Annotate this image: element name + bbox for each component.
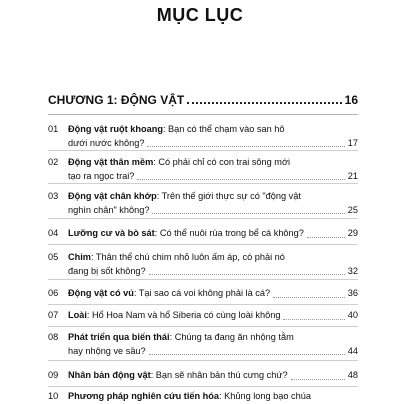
entry-number: 02	[48, 157, 59, 167]
entry-question: : Thân thể chú chim nhỏ luôn ấm áp, có phải nó	[90, 252, 285, 262]
entry-question: : Chúng ta đang ăn nhộng tằm	[169, 332, 294, 342]
entry-page-number: 21	[347, 170, 358, 181]
chapter-page-number: 16	[344, 93, 358, 107]
entry-title: Động vật chân khớp	[68, 191, 157, 201]
entry-question: : Hổ Hoa Nam và hổ Siberia có cùng loài không	[86, 310, 281, 320]
entry-number: 03	[48, 191, 59, 201]
leader-dots	[283, 319, 344, 320]
entry-divider	[48, 304, 358, 305]
entry-page-number: 17	[347, 137, 358, 148]
entry-divider	[48, 326, 358, 327]
entry-number: 04	[48, 228, 59, 238]
entry-title: Động vật ruột khoang	[68, 124, 163, 134]
toc-entry[interactable]	[48, 251, 358, 278]
entry-question-cont: đang bị sốt không?	[68, 265, 146, 276]
toc-entry[interactable]	[48, 227, 358, 241]
entry-question: : Bạn sẽ nhân bản thú cưng chứ?	[150, 370, 288, 380]
entry-question: : Khủng long bạo chúa	[219, 391, 311, 401]
leader-dots	[149, 354, 345, 355]
entry-question: : Có phải chỉ có con trai sông mới	[153, 157, 291, 167]
chapter-heading[interactable]	[48, 93, 358, 107]
leader-dots	[291, 379, 345, 380]
entry-divider	[48, 386, 358, 387]
entry-question: : Bạn có thể chạm vào san hô	[162, 124, 285, 134]
entry-question: : Có thể nuôi rùa trong bể cá không?	[154, 228, 304, 238]
entry-divider	[48, 183, 358, 184]
toc-entry[interactable]	[48, 309, 358, 323]
entry-number: 09	[48, 370, 59, 380]
entry-divider	[48, 279, 358, 280]
toc-entry[interactable]	[48, 123, 358, 150]
entry-page-number: 44	[347, 345, 358, 356]
entry-title: Phát triển qua biến thái	[68, 332, 170, 342]
leader-dots	[149, 274, 345, 275]
entry-question-cont: dưới nước không?	[68, 137, 145, 148]
leader-dots	[137, 179, 344, 180]
toc-entry[interactable]	[48, 390, 358, 404]
entry-question: : Tại sao cá voi không phải là cá?	[133, 288, 271, 298]
chapter-divider	[48, 114, 358, 115]
chapter-leader-dots	[187, 102, 341, 104]
entry-title: Động vật thân mềm	[68, 157, 154, 167]
entry-number: 08	[48, 332, 59, 342]
entry-page-number: 40	[347, 310, 358, 320]
entry-divider	[48, 244, 358, 245]
entry-divider	[48, 360, 358, 361]
entry-divider	[48, 218, 358, 219]
entry-question-cont: hay nhộng ve sầu?	[68, 345, 146, 356]
leader-dots	[152, 213, 344, 214]
toc-entry[interactable]	[48, 369, 358, 383]
leader-dots	[273, 297, 345, 298]
entry-page-number: 32	[347, 265, 358, 276]
page-title: MỤC LỤC	[156, 5, 244, 25]
entry-page-number: 25	[347, 204, 358, 215]
toc-entry[interactable]	[48, 331, 358, 358]
entry-title: Chim	[68, 252, 91, 262]
entry-title: Nhân bản động vật	[68, 370, 151, 380]
leader-dots	[307, 237, 345, 238]
entry-number: 10	[48, 391, 59, 401]
entry-title: Động vật có vú	[68, 288, 134, 298]
leader-dots	[147, 146, 344, 147]
entry-number: 06	[48, 288, 59, 298]
entry-title: Lưỡng cư và bò sát	[68, 228, 155, 238]
entry-number: 05	[48, 252, 59, 262]
entry-page-number: 48	[347, 370, 358, 380]
entry-number: 01	[48, 124, 59, 134]
toc-entry[interactable]	[48, 156, 358, 183]
chapter-title: CHƯƠNG 1: ĐỘNG VẬT	[48, 93, 185, 107]
entry-title: Loài	[68, 310, 87, 320]
entry-title: Phương pháp nghiên cứu tiến hóa	[68, 391, 220, 401]
entry-divider	[48, 150, 358, 151]
toc-entry[interactable]	[48, 287, 358, 301]
entry-question: : Trên thế giới thực sự có "động vật	[156, 191, 301, 201]
entry-question-cont: nghìn chân" không?	[68, 204, 150, 215]
entry-number: 07	[48, 310, 59, 320]
toc-entry[interactable]	[48, 190, 358, 217]
entry-page-number: 36	[347, 288, 358, 298]
entry-page-number: 29	[347, 228, 358, 238]
entry-question-cont: tạo ra ngọc trai?	[68, 170, 135, 181]
